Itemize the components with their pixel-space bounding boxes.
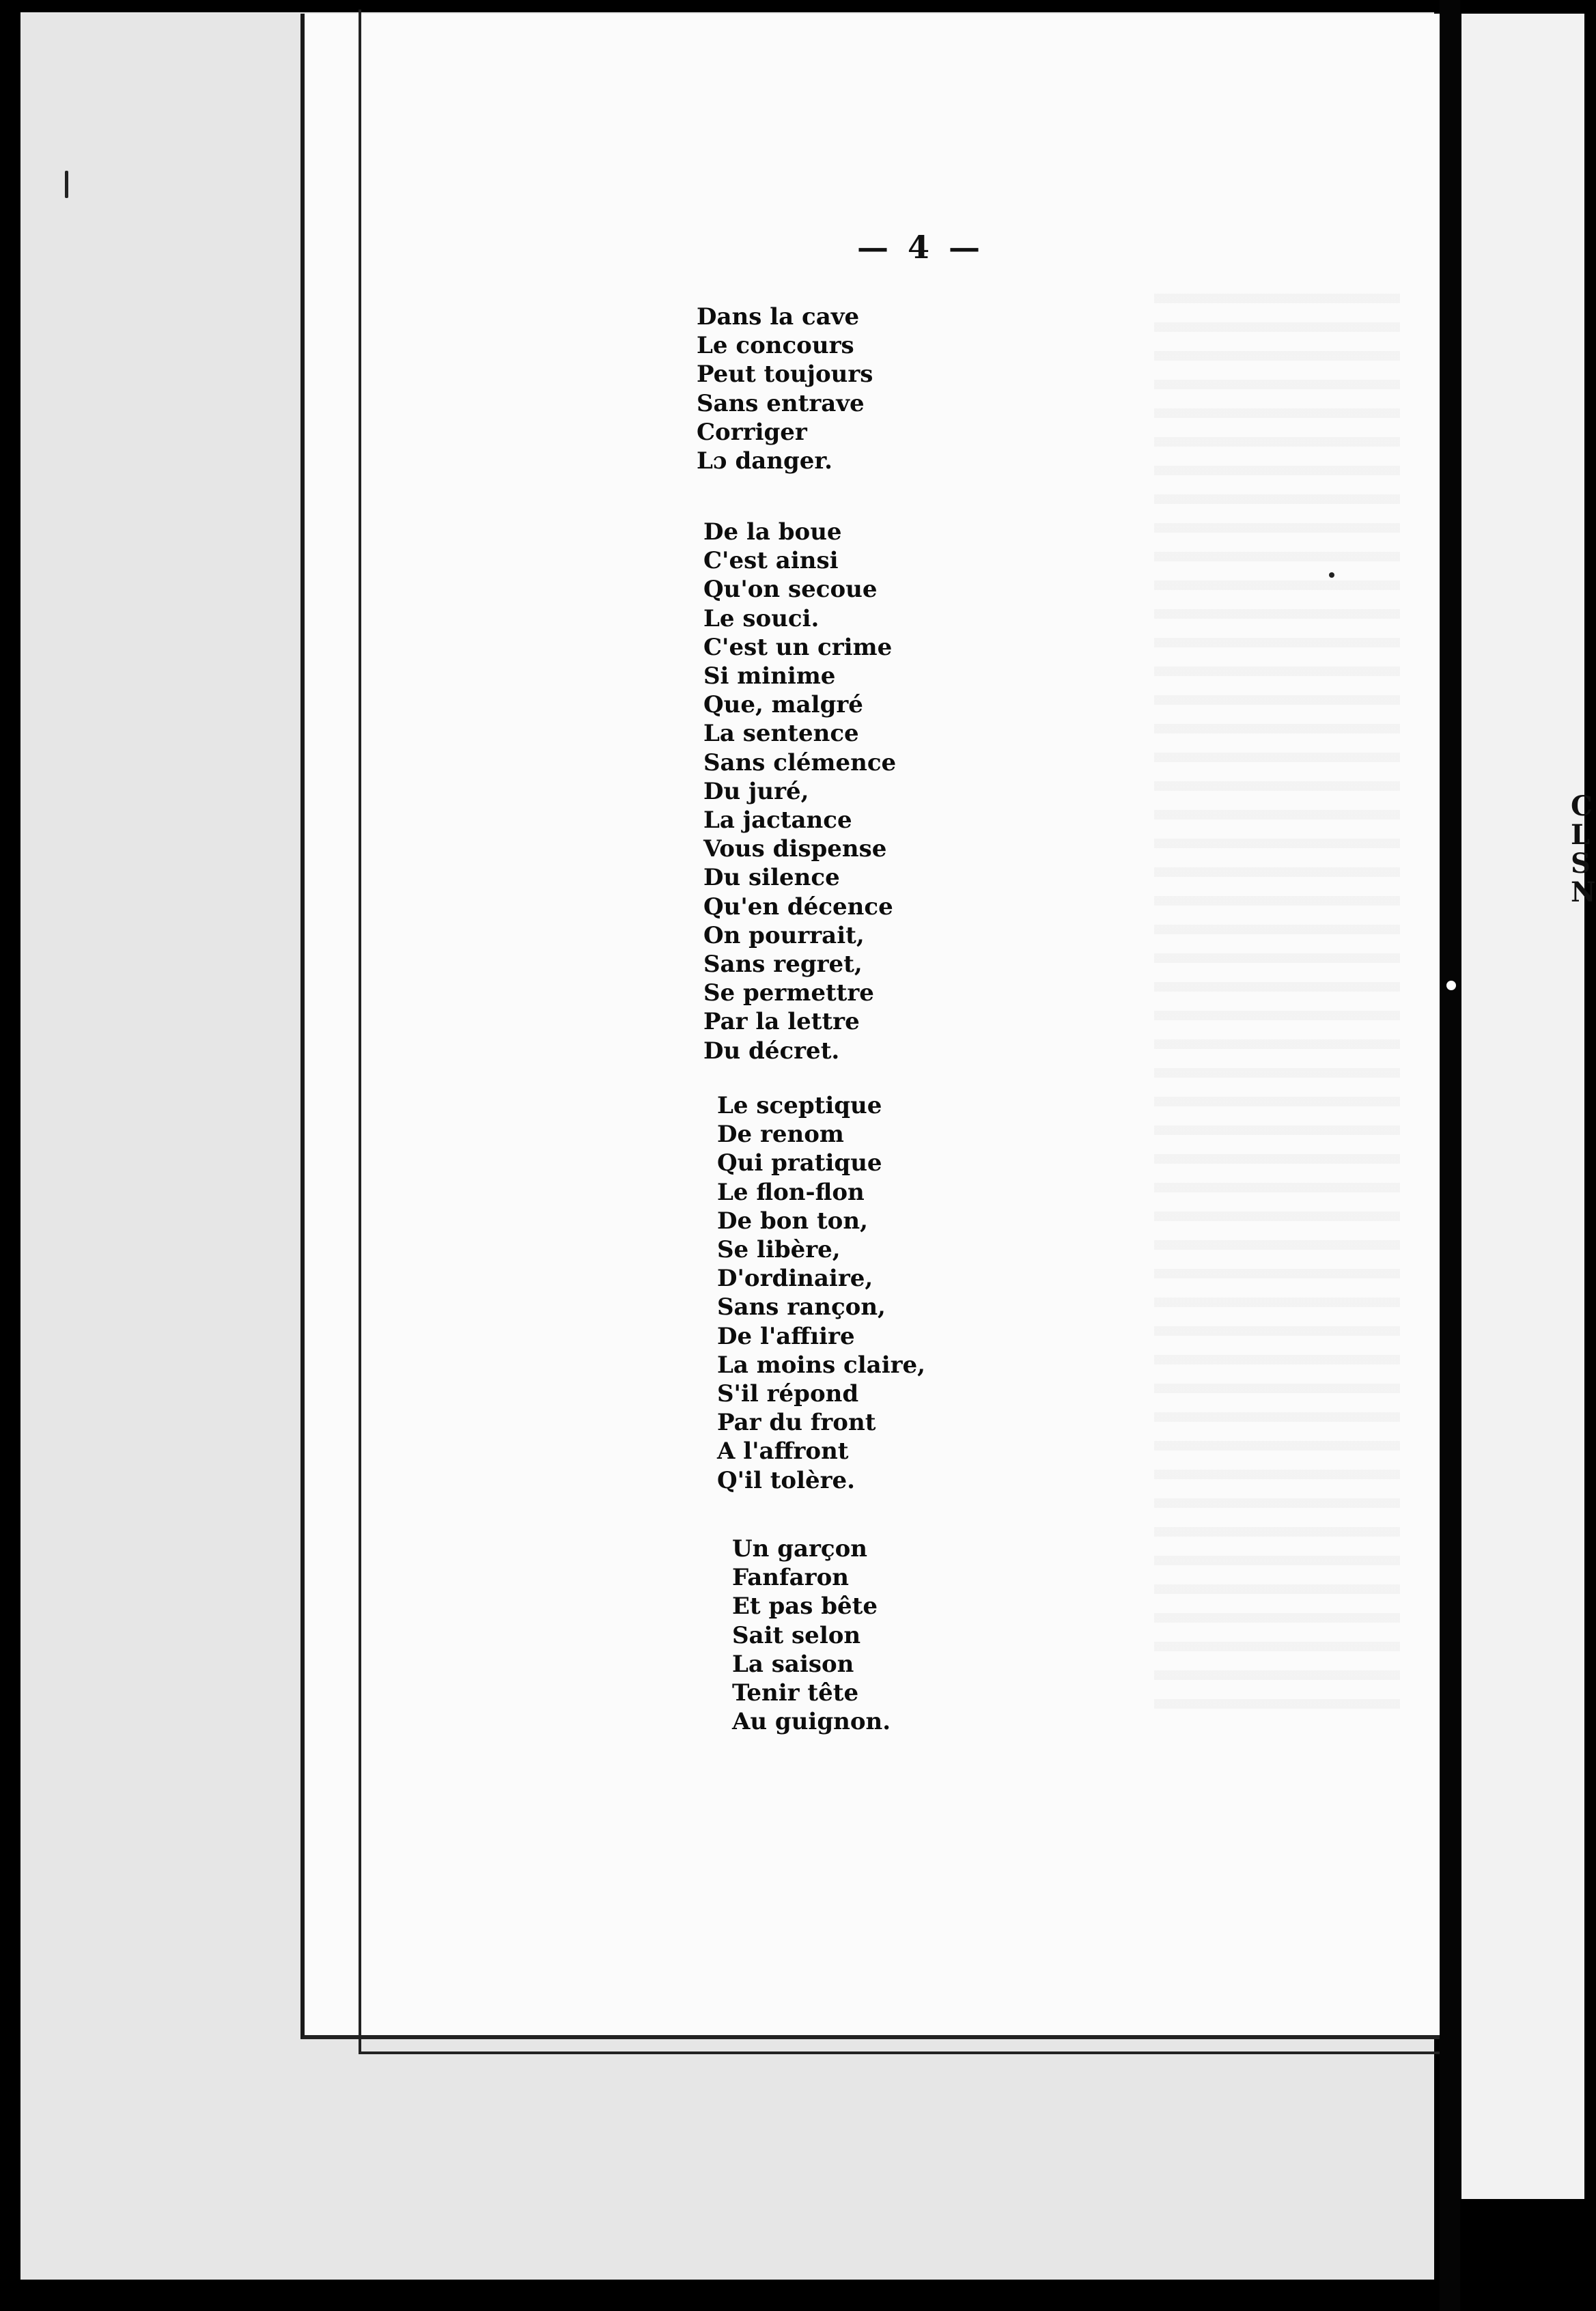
verse-line: Vous dispense <box>703 835 887 863</box>
verse-line: Qu'on secoue <box>703 576 878 604</box>
verse-line: Dans la cave <box>697 303 860 331</box>
verse-line: Par la lettre <box>703 1008 860 1036</box>
verse-line: D'ordinaire, <box>717 1265 873 1293</box>
verse-line: Du juré, <box>703 777 809 805</box>
verse-line: Tenir tête <box>732 1679 859 1707</box>
verse-line: De renom <box>717 1121 844 1149</box>
dust-speck <box>1446 981 1456 990</box>
adjacent-page-glyphs <box>1571 792 1596 907</box>
verse-line: Sans entrave <box>697 389 865 417</box>
verse-line: Un garçon <box>732 1535 868 1563</box>
verse-line: Le flon-flon <box>717 1178 865 1206</box>
verse-line: A l'affront <box>717 1438 849 1466</box>
verse-line: Sans rançon, <box>717 1293 886 1321</box>
verse-line: Q'il tolère. <box>717 1466 856 1494</box>
adjacent-page <box>1461 14 1596 2199</box>
verse-line: Qu'en décence <box>703 893 893 921</box>
verse-line: Corriger <box>697 418 807 446</box>
page-gutter <box>1440 0 1460 2311</box>
adjacent-glyph: C <box>1571 790 1593 822</box>
verse-line: Fanfaron <box>732 1564 849 1592</box>
verse-line: Que, malgré <box>703 691 863 719</box>
adjacent-glyph: N <box>1571 876 1596 908</box>
verse-line: S'il répond <box>717 1380 859 1408</box>
verse-line: Sans regret, <box>703 951 863 979</box>
verse-line: Si minime <box>703 662 836 690</box>
verse-line: Par du front <box>717 1409 876 1437</box>
verse-line: Se libère, <box>717 1236 841 1264</box>
verse-line: On pourrait, <box>703 921 865 949</box>
verse-line: Peut toujours <box>697 361 873 389</box>
stanza-1 <box>697 303 873 475</box>
verse-line: Le sceptique <box>717 1092 882 1119</box>
dust-speck <box>65 171 68 198</box>
show-through-text <box>1154 294 1400 1728</box>
verse-line: Et pas bête <box>732 1593 878 1621</box>
verse-line: Au guignon. <box>732 1708 891 1736</box>
verse-line: De l'affıire <box>717 1322 855 1350</box>
verse-line: Se permettre <box>703 979 874 1007</box>
verse-line: C'est ainsi <box>703 547 839 575</box>
verse-line: C'est un crime <box>703 633 893 661</box>
verse-line: De bon ton, <box>717 1207 868 1235</box>
stanza-3 <box>717 1091 925 1495</box>
verse-line: La jactance <box>703 807 852 835</box>
verse-line: De la boue <box>703 518 842 546</box>
verse-line: Sans clémence <box>703 748 897 776</box>
verse-line: Lɔ danger. <box>697 447 833 475</box>
verse-line: Le souci. <box>703 604 820 632</box>
adjacent-glyph: L <box>1571 819 1591 851</box>
verse-line: Le concours <box>697 332 854 360</box>
stanza-2 <box>703 518 896 1065</box>
page-number: — 4 — <box>857 229 985 266</box>
verse-line: La saison <box>732 1650 854 1678</box>
verse-line: Sait selon <box>732 1621 861 1649</box>
dust-speck <box>1329 572 1334 578</box>
verse-line: Du décret. <box>703 1037 840 1065</box>
verse-line: La moins claire, <box>717 1351 925 1379</box>
verse-line: Du silence <box>703 864 840 892</box>
adjacent-glyph: S <box>1571 848 1591 880</box>
verse-line: Qui pratique <box>717 1149 882 1177</box>
verse-line: La sentence <box>703 720 859 748</box>
stanza-4 <box>732 1535 891 1736</box>
